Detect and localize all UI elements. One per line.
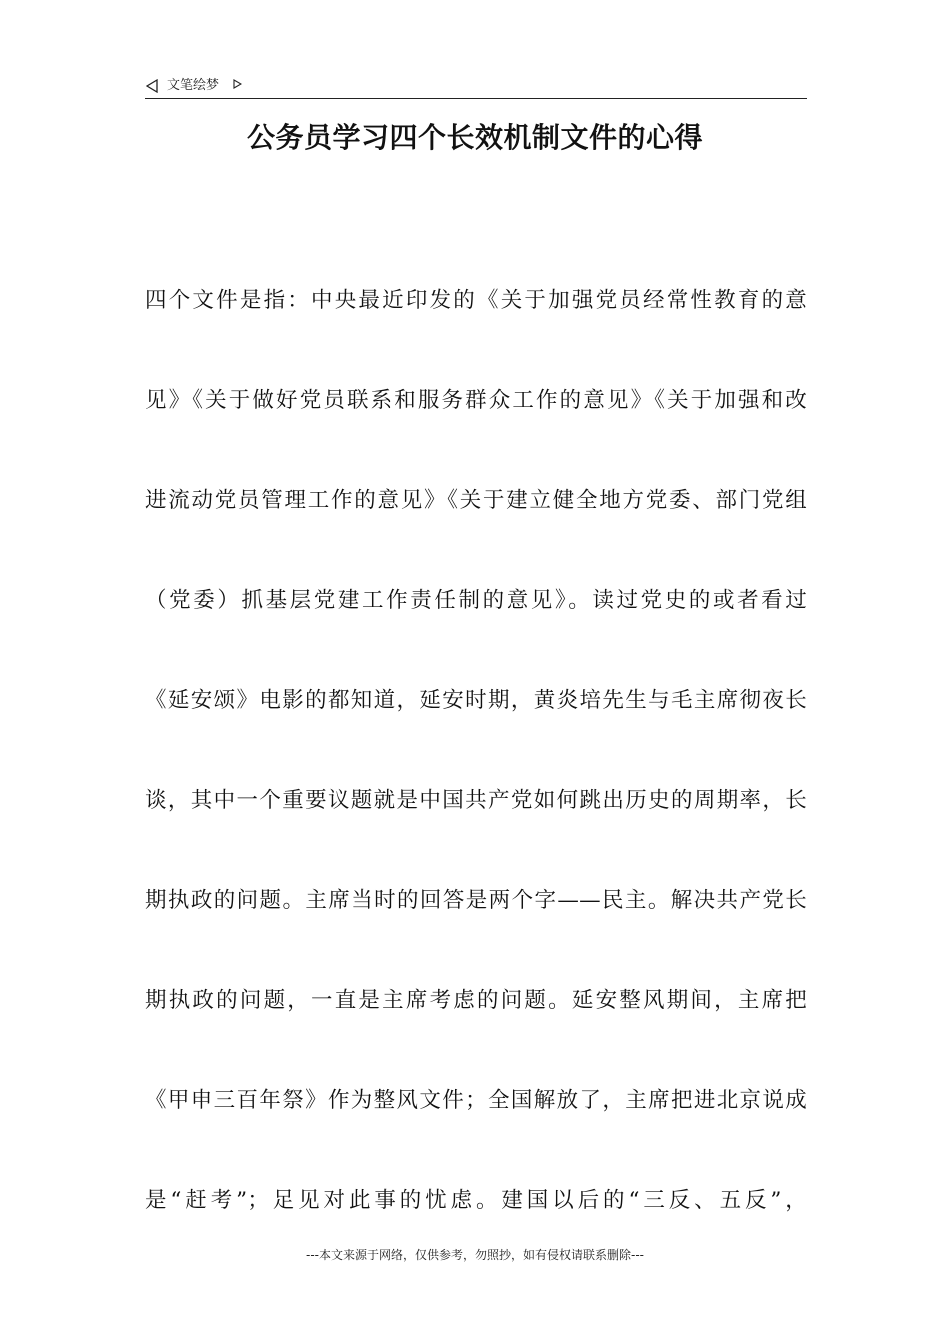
triangle-right-icon [233,79,242,89]
triangle-left-icon [146,79,158,93]
page-footer: ---本文来源于网络，仅供参考，勿照抄，如有侵权请联系删除--- [306,1248,644,1262]
body-line: 期执政的问题。主席当时的回答是两个字——民主。解决共产党长 [145,888,807,913]
body-line: 期执政的问题，一直是主席考虑的问题。延安整风期间，主席把 [145,988,807,1013]
page-header [145,76,807,99]
body-line: （党委）抓基层党建工作责任制的意见》。读过党史的或者看过 [145,588,807,613]
body-line: 四个文件是指：中央最近印发的《关于加强党员经常性教育的意 [145,288,807,313]
body-line: 见》《关于做好党员联系和服务群众工作的意见》《关于加强和改 [145,388,807,413]
body-text [145,280,807,1280]
body-line: 进流动党员管理工作的意见》《关于建立健全地方党委、部门党组 [145,488,807,513]
header-brand: 文笔绘梦 [167,78,220,93]
document-title: 公务员学习四个长效机制文件的心得 [246,121,703,154]
body-line: 《甲申三百年祭》作为整风文件；全国解放了，主席把进北京说成 [145,1088,807,1113]
body-line: 《延安颂》电影的都知道，延安时期，黄炎培先生与毛主席彻夜长 [145,688,807,713]
body-line: 谈，其中一个重要议题就是中国共产党如何跳出历史的周期率，长 [145,788,807,813]
body-line: 是“赶考”；足见对此事的忧虑。建国以后的“三反、五反”， [145,1188,807,1213]
